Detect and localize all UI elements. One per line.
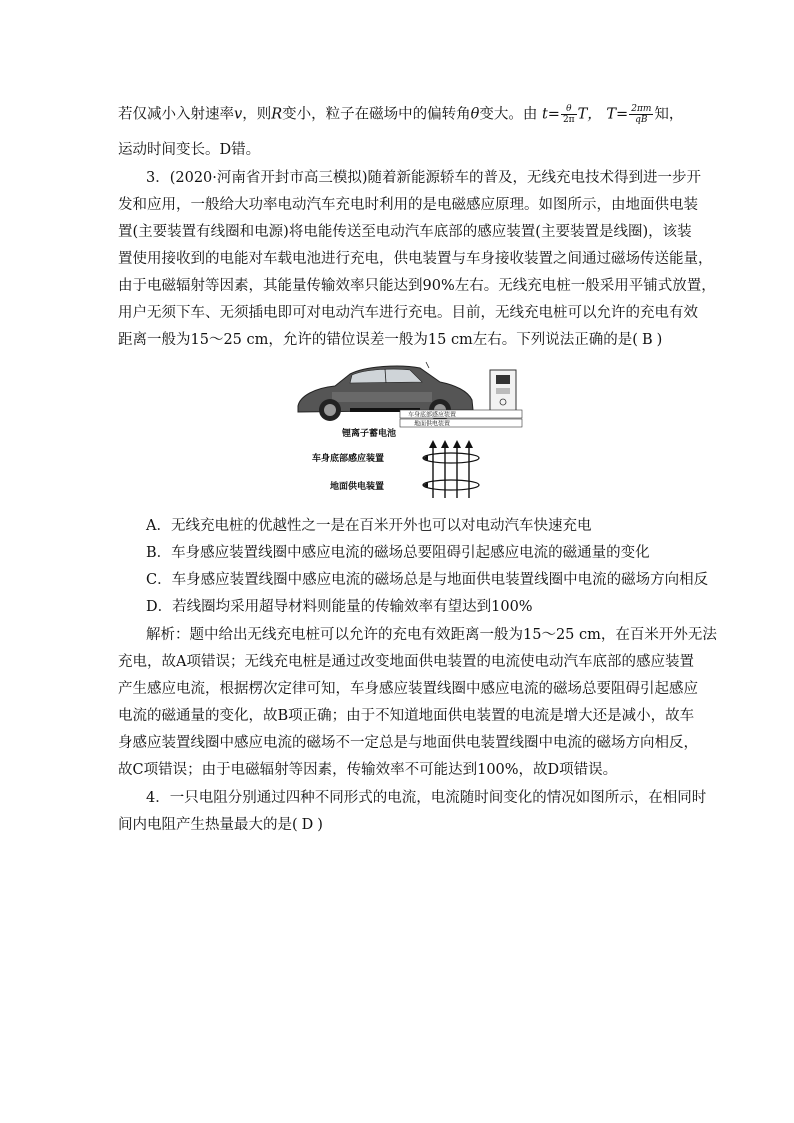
formula2-tail: 知，	[654, 106, 684, 123]
para1-line2: 运动时间变长。D错。	[118, 142, 261, 158]
text: )	[656, 332, 663, 348]
analysis-line2: 充电，故A项错误；无线充电桩是通过改变地面供电装置的电流使电动汽车底部的感应装置	[118, 654, 694, 670]
analysis-line5: 身感应装置线圈中感应电流的磁场不一定总是与地面供电装置线圈中电流的磁场方向相反，	[118, 735, 698, 751]
var-theta: θ	[470, 106, 480, 123]
text: )	[317, 817, 323, 833]
label-car-device: 车身底部感应装置	[312, 454, 385, 464]
var-v: v	[234, 106, 243, 123]
option-c: C．车身感应装置线圈中感应电流的磁场总是与地面供电装置线圈中电流的磁场方向相反	[146, 572, 709, 588]
figure-svg	[290, 358, 540, 503]
answer-b: B	[641, 332, 653, 348]
wireless-charging-figure	[290, 358, 540, 503]
label-ground-device: 地面供电装置	[330, 482, 385, 492]
label-ground-device-small: 地面供电装置	[414, 420, 451, 428]
analysis-line1: 解析：题中给出无线充电桩可以允许的充电有效距离一般为15～25 cm，在百米开外无法	[146, 627, 717, 643]
formula2-lhs: T=	[606, 106, 629, 123]
formula1-tail: T，	[577, 106, 602, 123]
q3-line4: 置使用接收到的电能对车载电池进行充电，供电装置与车身接收装置之间通过磁场传送能量，	[118, 251, 713, 267]
formula1-lhs: t=	[541, 106, 560, 123]
q3-line2: 发和应用，一般给大功率电动汽车充电时利用的是电磁感应原理。如图所示，由地面供电装	[118, 197, 698, 213]
option-a: A．无线充电桩的优越性之一是在百米开外也可以对电动汽车快速充电	[146, 518, 592, 534]
formula2-fraction	[629, 104, 653, 125]
q3-line7	[118, 330, 678, 350]
q3-line1: 3．(2020·河南省开封市高三模拟)随着新能源轿车的普及，无线充电技术得到进一步开	[146, 170, 702, 186]
text: 变大。由	[479, 106, 538, 123]
formula1-fraction	[561, 104, 577, 125]
formula1-denominator: 2π	[562, 115, 575, 125]
formula2-denominator: qB	[635, 115, 648, 125]
option-b: B．车身感应装置线圈中感应电流的磁场总要阻碍引起感应电流的磁通量的变化	[146, 545, 650, 561]
charging-station	[490, 370, 516, 416]
var-r: R	[271, 106, 283, 123]
option-d: D．若线圈均采用超导材料则能量的传输效率有望达到100%	[146, 599, 533, 615]
q4-line1: 4．一只电阻分别通过四种不同形式的电流，电流随时间变化的情况如图所示，在相同时	[146, 790, 707, 806]
q3-line3: 置(主要装置有线圈和电源)将电能传送至电动汽车底部的感应装置(主要装置是线圈)，该装	[118, 224, 692, 240]
text: 变小，粒子在磁场中的偏转角	[282, 106, 471, 123]
answer-d: D	[301, 817, 314, 833]
formula2-numerator: 2πm	[631, 104, 652, 114]
coil-diagram	[423, 440, 479, 498]
analysis-line4: 电流的磁通量的变化，故B项正确；由于不知道地面供电装置的电流是增大还是减小，故车	[118, 708, 695, 724]
analysis-line3: 产生感应电流，根据楞次定律可知，车身感应装置线圈中感应电流的磁场总要阻碍引起感应	[118, 681, 698, 697]
text: 间内电阻产生热量最大的是(	[118, 817, 298, 833]
formula1-numerator: θ	[561, 104, 577, 115]
para1-line1	[118, 104, 684, 125]
q4-line2	[118, 815, 678, 835]
label-battery: 锂离子蓄电池	[342, 429, 397, 439]
text: ，则	[242, 106, 272, 123]
text: 距离一般为15～25 cm，允许的错位误差一般为15 cm左右。下列说法正确的是(	[118, 332, 638, 348]
analysis-line6: 故C项错误；由于电磁辐射等因素，传输效率不可能达到100%，故D项错误。	[118, 762, 618, 778]
text: 若仅减小入射速率	[118, 106, 234, 123]
q3-line5: 由于电磁辐射等因素，其能量传输效率只能达到90%左右。无线充电桩一般采用平铺式放置，	[118, 278, 716, 294]
label-car-device-small: 车身底部感应装置	[408, 411, 457, 419]
q3-line6: 用户无须下车、无须插电即可对电动汽车进行充电。目前，无线充电桩可以允许的充电有效	[118, 305, 698, 321]
